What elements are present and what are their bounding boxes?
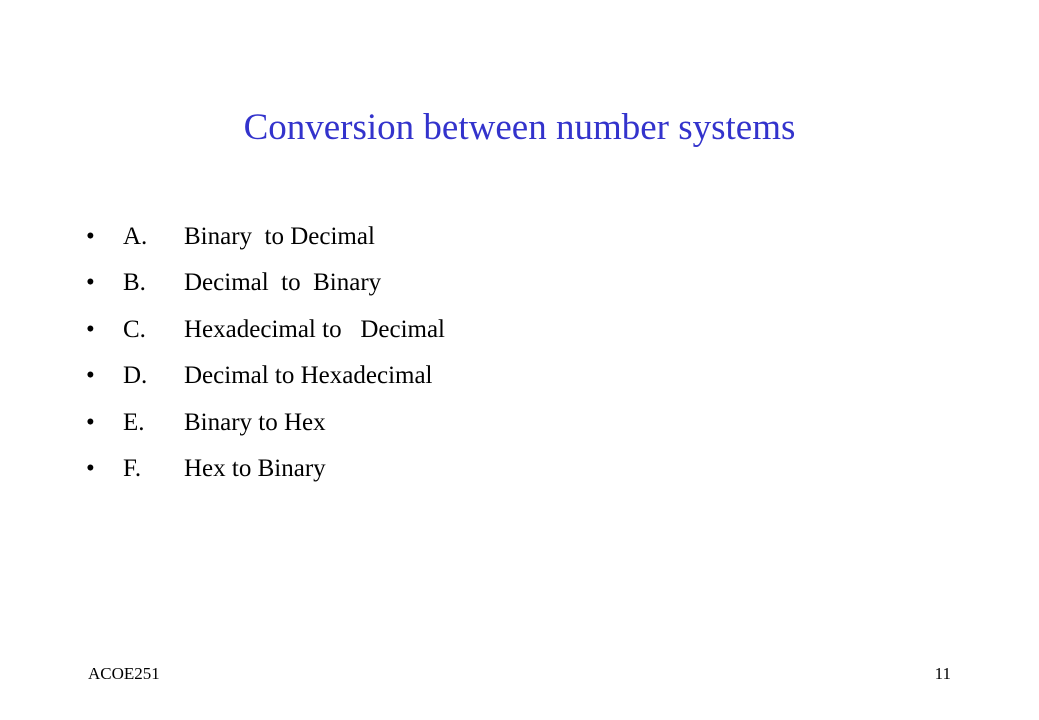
list-item-letter: F. xyxy=(123,454,142,482)
list-item-text: Decimal to Binary xyxy=(184,269,382,297)
bullet-icon: • xyxy=(86,223,95,250)
list-item xyxy=(86,307,445,353)
bullet-icon: • xyxy=(86,315,95,343)
list-item-text: Hexadecimal to Decimal xyxy=(184,315,445,343)
list-item xyxy=(86,214,375,260)
list-item-letter: A. xyxy=(123,223,148,250)
list-item xyxy=(86,260,382,306)
list-item-letter: E. xyxy=(123,408,145,436)
list-item-text: Binary to Hex xyxy=(184,408,326,436)
list-item-text: Binary to Decimal xyxy=(184,223,375,250)
page-number: 11 xyxy=(934,664,951,683)
bullet-icon: • xyxy=(86,362,95,390)
list-item-text: Decimal to Hexadecimal xyxy=(184,362,433,390)
slide-title: Conversion between number systems xyxy=(243,107,796,148)
list-item xyxy=(86,353,433,399)
bullet-icon: • xyxy=(86,454,95,482)
list-item-letter: D. xyxy=(123,362,148,390)
bullet-icon: • xyxy=(86,408,95,436)
course-code-footer: ACOE251 xyxy=(88,664,160,683)
bullet-list xyxy=(86,214,445,492)
list-item xyxy=(86,400,326,446)
list-item-letter: C. xyxy=(123,315,146,343)
list-item xyxy=(86,446,326,492)
list-item-text: Hex to Binary xyxy=(184,454,326,482)
bullet-icon: • xyxy=(86,269,95,297)
list-item-letter: B. xyxy=(123,269,146,297)
